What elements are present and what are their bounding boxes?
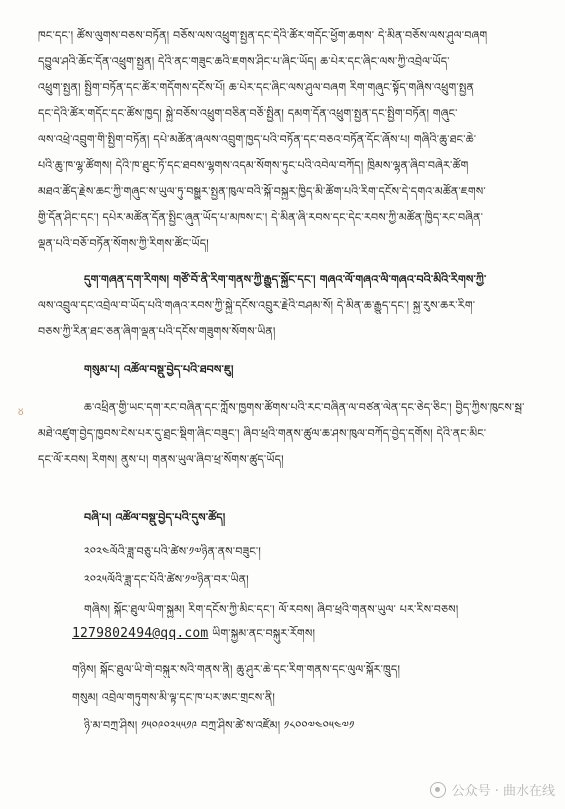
- paragraph-2-line: བཅས་ཀྱི་རིན་ཐང་ཅན་ཞིག་ལྡན་པའི་དངོས་གཟུགས་སོགས་ཡིན།: [38, 325, 276, 338]
- email-suffix: ཡིག་སྐྱམ་ནང་བསྐུར་རོགས།: [208, 627, 316, 640]
- wechat-icon: [430, 782, 446, 798]
- paragraph-1-line: དང་དེའི་ཚོར་གདོང་དང་ཚོས་ཁྱད། སྐྱེ་བཅོས་འཕྲུག་བཅིན་བཅོ་སྤྱིན། དམག་དོན་འཕྲུག་སྤྱན་དང་སྤྱིག་བཏོན། གཞུང་: [38, 107, 458, 120]
- watermark-label: 公众号 · 曲水在线: [451, 784, 555, 799]
- paragraph-3-line: མཐེ་འཛུག་བྱེད་ཁྱབས་ངེས་པར་དུ་ཐྲང་སྡིག་ཞིང་བཟུང་། ཞིབ་ཕྲའི་གནས་ཚུལ་ཆ་ཤས་ཁུལ་བཀོད་བྱེད་དགོས། དེའི་ནང་མིང་: [38, 427, 487, 440]
- paragraph-3-line: ཆ་འཕྲིན་གྱི་ཡང་དག་རང་བཞིན་དང་ཀློས་ཁྱགས་ཚོགས་པའི་རང་བཞིན་ལ་བཙན་ལེན་དང་ཅེད་ཅིང་། བྱིད་ཀྱིས་ཁུངས་སྦ་: [84, 401, 525, 414]
- paragraph-2-line: དུག་གཞན་དག་རིགས། གཙོ་བོ་ནི་རིག་གནས་ཀྱི་རྒྱུད་སྐྱོང་དང་། གཞའ་ལོ་གཞའ་ལི་གཞའ་བའི་མིའི་རིགས་ཀྱི་: [84, 273, 487, 286]
- location-line: གཉིས། སྐོང་ཐུལ་ཡི་གེ་བསྐུར་སའི་གནས་ནི། ཆུ་ཤུར་ཆེ་དང་རིག་གནས་དང་ལུལ་སྐོར་ཁྲུད།: [72, 663, 401, 676]
- paragraph-1-line: ལྡན་པའི་བཅོ་བཏོན་སོགས་ཀྱི་རིགས་ཚོང་ཡོད།: [38, 237, 209, 250]
- paragraph-1-line: དབྱུལ་ཤའི་ཆོང་དོན་འཕྲུག་སྤྱན། དེའི་ནང་གཟུང་ཆའི་ཇགས་ཤིང་པ་ཞིང་ཡོད། ཆ་པེར་དང་ཞིང་ལས་ཀྱི་འབྲེལ་ཡོད་: [38, 55, 450, 68]
- contact-person-line: གསུམ། འབྲེལ་གཏུགས་མི་ལྟ་དང་ཁ་པར་ཨང་གྲངས་ནི།: [72, 691, 276, 704]
- contact-instruction: གཞིས། སྐོང་ཐུལ་ཡིག་སྐྱམ། རིག་དངོས་ཀྱི་མིང་དང་། ལོ་རབས། ཞིབ་ཕྲའི་གནས་ཡུལ་ པར་རིས་བཅས།: [84, 603, 459, 616]
- paragraph-2-line: ལས་འབྲུལ་དང་འབྲེལ་བ་ཡོད་པའི་གཞའ་རབས་ཀྱི་སྐྱེ་དངོས་འབྲུར་རྗེའི་བཤམ་སོ། དེ་མིན་ཆ་རྒྱུད་དང་། སྐྱ་རུས་ཆར་རིག་: [38, 299, 476, 312]
- email-link[interactable]: 1279802494@qq.com: [72, 626, 209, 641]
- paragraph-3-line: དང་ལོ་རབས། རིགས། ནུས་པ། གནས་ཡུལ་ཞིབ་ཕྲ་སོགས་ཚུད་ཡོད།: [38, 453, 284, 466]
- paragraph-1-line: འཕྲུག་སྤྱན། སྤྱིག་བཏོན་དང་ཚོར་གདོགས་དངོས་པོ། ཆ་པེར་དང་ཞིང་ལས་ཤུལ་བཞག རིག་གཞུང་སྟོད་གཞིས་འཕྲུག་སྤྱན: [38, 81, 475, 94]
- date-line: ༢༠༢༥ལོའི་ཟླ་དང་པོའི་ཚེས་༡༧ཉིན་བར་ཡིན།: [84, 573, 249, 586]
- email-line: [72, 626, 538, 644]
- section-3-heading: གསུམ་པ། འཚོལ་བསྡུ་བྱེད་པའི་ཐབས་ཇུ།: [84, 363, 234, 376]
- paragraph-1-line: ཁང་དང་། ཚོས་ལུགས་བཅས་བཏོན། བཅོས་ལས་འཕྲུག་སྤྱན་དང་དེའི་ཚོར་གདོང་ཕྱོག་ཆགས་ དེ་མིན་བཅོས་ལས་ཤུལ་བཞག: [38, 29, 488, 42]
- ink-mark: ᴕ: [18, 404, 24, 418]
- date-line: ༢༠༢༤ལོའི་ཟླ་བཅུ་པའི་ཚེས་༡༧ཉིན་ནས་བཟུང་།: [84, 545, 262, 558]
- paragraph-1-line: མཐའ་ཚོད་རྗེས་ཆང་ཀྱི་གཞུང་ས་ཡུལ་ཏུ་བསྒྱུར་སྤྱན་ཁུལ་བའི་སྐོ་བསྐྱར་ཁྱིད་མི་ཚོག་པའི་རིག་དངོས་དེ་དགའ་མཚོན་ཇགས་: [38, 185, 486, 198]
- paragraph-1-line: ལས་འཕྲེ་འབྲུག་གི་སྤྱིག་བཏོན། དཔེ་མཚོན་ཞལས་འབྲུག་ཁྱད་པའི་བཏོན་དང་བཅའ་བཏོན་དོང་ཞོས་པ། གཞིའི་ཆུ་ཐང་ཆེ་: [38, 133, 477, 146]
- paragraph-1-line: པའི་ཆུ་ཁ་ལྷ་ཚོགས། དེའི་ཁ་ཐུང་ཏོ་དང་ཐབས་ལྷགས་འདམ་སོགས་ཏུང་པའི་འབེལ་བཀོད། ཁྲིམས་ལྷན་ཞིབ་བཞེར་ཚོག: [38, 159, 469, 172]
- paragraph-1-line: གྱི་དོན་ཤིང་དང་། དཔེར་མཚོན་དོན་སྤྱིང་ཞུན་ཡོད་པ་མཁས་ང་། དེ་མིན་ཞི་རབས་དང་དེང་རབས་ཀྱི་མཚོན་ཁྱིད་རང་བཞིན་: [38, 211, 484, 224]
- phone-numbers-line: ཉི་མ་བཀྲ་ཤིས། ༡༥༠༩༠༢༥༥༡༩ བཀྲ་ཤིས་ཚེ་ས་འཛོམ། ༡༨༠༠༧༤༠༥༤༧༡: [84, 719, 355, 732]
- watermark: [430, 780, 555, 799]
- section-4-heading: བཞི་པ། འཚོལ་བསྡུ་བྱེད་པའི་དུས་ཚོད།: [84, 511, 226, 524]
